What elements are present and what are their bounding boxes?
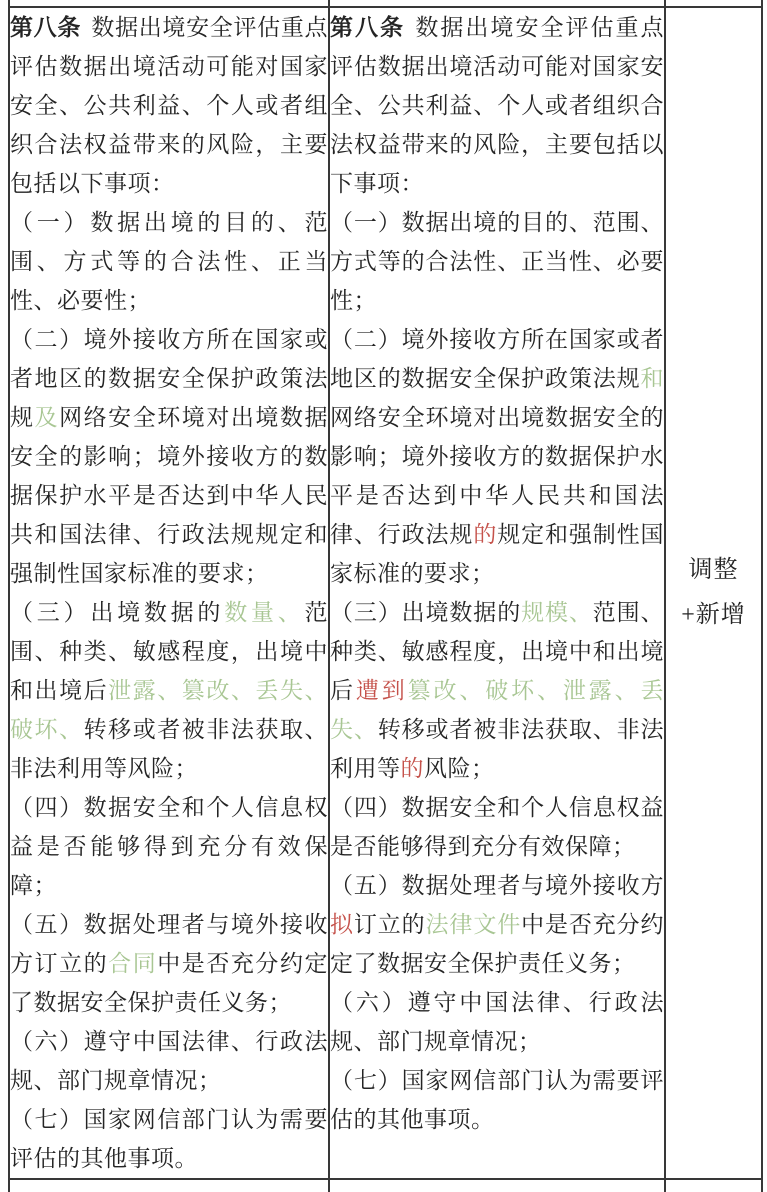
cell-article8-new-version bbox=[329, 7, 665, 1179]
article-number-segment: 第八条 bbox=[10, 15, 82, 40]
text-segment: （四）数据安全和个人信息权益是否能够得到充分有效保障； bbox=[330, 795, 664, 859]
text-segment: 范围、种类、敏感程度，出境中和出境后 bbox=[10, 600, 329, 703]
sliver-cell bbox=[665, 0, 762, 7]
text-segment: （二）境外接收方所在国家或者地区的数据安全保护政策法规 bbox=[330, 327, 664, 391]
law-paragraph bbox=[330, 8, 664, 203]
text-segment: （五）数据处理者与境外接收方 bbox=[330, 873, 664, 898]
law-paragraph bbox=[10, 1022, 328, 1100]
text-segment: （五）数据处理者与境外接收方订立的 bbox=[10, 912, 328, 976]
text-segment: （七）国家网信部门认为需要评估的其他事项。 bbox=[10, 1107, 328, 1171]
law-paragraph bbox=[330, 1061, 664, 1139]
text-segment: 网络安全环境对出境数据安全的影响；境外接收方的数据保护水平是否达到中华人民共和国法律、行政法规 bbox=[330, 405, 664, 547]
law-paragraph bbox=[330, 866, 664, 983]
text-segment: 转移或者被非法获取、非法利用等 bbox=[330, 717, 665, 781]
law-paragraph bbox=[330, 983, 664, 1061]
text-segment: （四）数据安全和个人信息权益是否能够得到充分有效保障； bbox=[10, 795, 328, 898]
added-text-segment: 及 bbox=[34, 405, 60, 430]
added-text-segment: 法律文件 bbox=[425, 912, 522, 937]
revised-text-segment: 的 bbox=[400, 756, 424, 781]
text-segment: 数据出境安全评估重点评估数据出境活动可能对国家安全、公共利益、个人或者组织合法权益带来的风险，主要包括以下事项： bbox=[10, 15, 329, 196]
law-paragraph bbox=[330, 788, 664, 866]
text-segment: 规定和强制性国家标准的要求； bbox=[330, 522, 665, 586]
law-comparison-table bbox=[8, 0, 763, 1192]
sliver-cell bbox=[329, 0, 665, 7]
text-segment: 中是否充分约定了数据安全保护责任义务； bbox=[330, 912, 665, 976]
previous-row-sliver bbox=[9, 0, 762, 7]
law-paragraph bbox=[10, 320, 328, 593]
text-segment: （一）数据出境的目的、范围、方式等的合法性、正当性、必要性； bbox=[10, 210, 328, 313]
text-segment: （三）出境数据的 bbox=[330, 600, 522, 625]
text-segment: 中是否充分约定了数据安全保护责任义务； bbox=[10, 951, 329, 1015]
text-segment: 转移或者被非法获取、非法利用等风险； bbox=[10, 717, 329, 781]
cell-change-note bbox=[665, 7, 762, 1179]
text-segment: （七）国家网信部门认为需要评估的其他事项。 bbox=[330, 1068, 664, 1132]
revised-text-segment: 拟 bbox=[330, 912, 354, 937]
law-paragraph bbox=[10, 203, 328, 320]
text-segment: （二）境外接收方所在国家或者地区的数据安全保护政策法规 bbox=[10, 327, 328, 430]
text-segment: 订立的 bbox=[353, 912, 426, 937]
text-segment: 范围、种类、敏感程度，出境中和出境后 bbox=[330, 600, 665, 703]
law-paragraph bbox=[330, 320, 664, 593]
text-segment: （一）数据出境的目的、范围、方式等的合法性、正当性、必要性； bbox=[330, 210, 664, 313]
table-row bbox=[9, 7, 762, 1179]
text-segment: 网络安全环境对出境数据安全的影响；境外接收方的数据保护水平是否达到中华人民共和国法律、行政法规规定和强制性国家标准的要求； bbox=[10, 405, 329, 586]
law-paragraph bbox=[10, 8, 328, 203]
change-note-label: 调整+新增 bbox=[681, 557, 746, 628]
cell-article8-old-version bbox=[9, 7, 329, 1179]
text-segment: 数据出境安全评估重点评估数据出境活动可能对国家安全、公共利益、个人或者组织合法权益带来的风险，主要包括以下事项： bbox=[330, 15, 665, 196]
revised-text-segment: 的 bbox=[473, 522, 498, 547]
law-paragraph bbox=[10, 905, 328, 1022]
added-text-segment: 规模、 bbox=[521, 600, 593, 625]
revised-text-segment: 遭到 bbox=[355, 678, 408, 703]
sliver-cell bbox=[329, 1179, 665, 1192]
sliver-cell bbox=[9, 0, 329, 7]
text-segment: 风险； bbox=[424, 756, 495, 781]
added-text-segment: 数量、 bbox=[224, 600, 305, 625]
text-segment: （六）遵守中国法律、行政法规、部门规章情况； bbox=[10, 1029, 328, 1093]
law-paragraph bbox=[10, 593, 328, 788]
law-paragraph bbox=[10, 1100, 328, 1178]
added-text-segment: 篡改、破坏、泄露、丢失、 bbox=[330, 678, 664, 742]
added-text-segment: 泄露、篡改、丢失、破坏、 bbox=[10, 678, 329, 742]
law-paragraph bbox=[330, 203, 664, 320]
added-text-segment: 和 bbox=[640, 366, 664, 391]
added-text-segment: 合同 bbox=[108, 951, 158, 976]
text-segment: （三）出境数据的 bbox=[10, 600, 225, 625]
next-row-sliver bbox=[9, 1179, 762, 1192]
law-paragraph bbox=[10, 788, 328, 905]
text-segment: （六）遵守中国法律、行政法规、部门规章情况； bbox=[330, 990, 664, 1054]
law-paragraph bbox=[330, 593, 664, 788]
sliver-cell bbox=[9, 1179, 329, 1192]
sliver-cell bbox=[665, 1179, 762, 1192]
article-number-segment: 第八条 bbox=[330, 15, 406, 40]
